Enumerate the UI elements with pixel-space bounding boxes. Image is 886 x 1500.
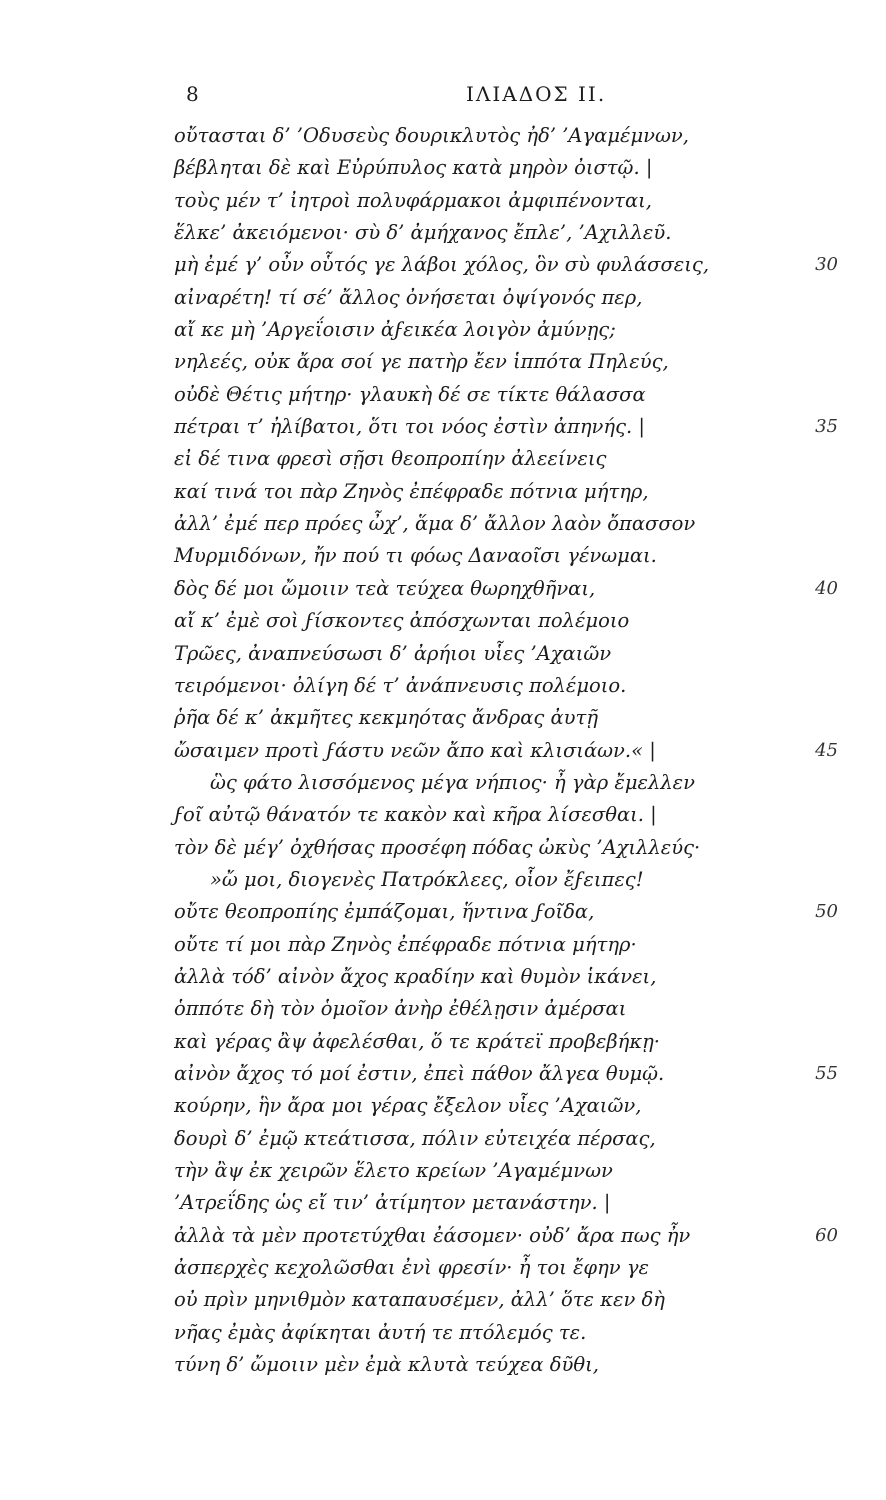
verse-row [0, 702, 886, 734]
verse-row [0, 929, 886, 961]
running-head: ΙΛΙΑΔΟΣ II. [466, 82, 607, 106]
verse-row [0, 508, 886, 540]
verse-row [0, 1317, 886, 1349]
verse-row [0, 1187, 886, 1219]
verse-line: αἴ κε μὴ ’Αργεΐοισιν ἀϝεικέα λοιγὸν ἀμύνῃς; [174, 318, 616, 342]
verse-row [0, 767, 886, 799]
verse-line: ἀλλὰ τὰ μὲν προτετύχθαι ἐάσομεν· οὐδ’ ἄρα πως ἦν [174, 1223, 691, 1247]
verse-line: οὐ πρὶν μηνιθμὸν καταπαυσέμεν, ἀλλ’ ὅτε κεν δὴ [174, 1288, 665, 1312]
verse-line: οὔτασται δ’ ’Οδυσεὺς δουρικλυτὸς ἠδ’ ’Αγαμέμνων, [174, 124, 689, 147]
verse-line: ἀσπερχὲς κεχολῶσθαι ἐνὶ φρεσίν· ἦ τοι ἔφην γε [174, 1256, 649, 1280]
verse-row [0, 670, 886, 702]
verse-row [0, 1123, 886, 1155]
verse-row [0, 638, 886, 670]
verse-line: καὶ γέρας ἂψ ἀφελέσθαι, ὅ τε κράτεϊ προβεβήκῃ· [174, 1029, 660, 1053]
verse-row [0, 282, 886, 314]
verse-row [0, 1155, 886, 1187]
verse-line: πέτραι τ’ ἠλίβατοι, ὅτι τοι νόος ἐστὶν ἀπηνής. | [174, 415, 645, 439]
verse-row [0, 379, 886, 411]
line-number: 35 [815, 416, 838, 438]
verse-line: τὸν δὲ μέγ’ ὀχθήσας προσέφη πόδας ὠκὺς ’Αχιλλεύς· [174, 835, 701, 859]
verse-block [0, 120, 886, 1381]
verse-line: »ὤ μοι, διογενὲς Πατρόκλεες, οἷον ἔϝειπες! [210, 867, 644, 891]
verse-line: αἴ κ’ ἐμὲ σοὶ ϝίσκοντες ἀπόσχωνται πολέμοιο [174, 609, 630, 633]
verse-row [0, 961, 886, 993]
verse-line: Μυρμιδόνων, ἤν πού τι φόως Δαναοῖσι γένωμαι. [174, 544, 657, 568]
verse-line: οὐδὲ Θέτις μήτηρ· γλαυκὴ δέ σε τίκτε θάλασσα [174, 382, 646, 406]
verse-line: ὁππότε δὴ τὸν ὁμοῖον ἀνὴρ ἐθέλῃσιν ἀμέρσαι [174, 997, 627, 1021]
line-number: 45 [815, 739, 838, 761]
verse-line: αἰναρέτη! τί σέ’ ἄλλος ὀνήσεται ὀψίγονός περ, [174, 285, 643, 309]
verse-row [0, 443, 886, 475]
verse-line: δὸς δέ μοι ὤμοιιν τεὰ τεύχεα θωρηχθῆναι, [174, 576, 596, 600]
page-number: 8 [186, 82, 199, 106]
verse-row [0, 217, 886, 249]
verse-line: δουρὶ δ’ ἐμῷ κτεάτισσα, πόλιν εὐτειχέα πέρσας, [174, 1126, 656, 1150]
verse-row [0, 346, 886, 378]
verse-line: οὔτε θεοπροπίης ἐμπάζομαι, ἥντινα ϝοῖδα, [174, 900, 595, 924]
verse-line: αἰνὸν ἄχος τό μοί ἐστιν, ἐπεὶ πάθον ἄλγεα θυμῷ. [174, 1061, 665, 1085]
verse-line: εἰ δέ τινα φρεσὶ σῇσι θεοπροπίην ἀλεείνεις [174, 447, 607, 471]
verse-line: τύνη δ’ ὤμοιιν μὲν ἐμὰ κλυτὰ τεύχεα δῦθι, [174, 1353, 599, 1377]
verse-row [0, 735, 886, 767]
verse-line: ἕλκε’ ἀκειόμενοι· σὺ δ’ ἀμήχανος ἔπλε’, ’Αχιλλεῦ. [174, 221, 672, 245]
verse-line: τὴν ἂψ ἐκ χειρῶν ἕλετο κρείων ’Αγαμέμνων [174, 1159, 613, 1182]
line-number: 60 [815, 1224, 838, 1246]
verse-line: νηλεές, οὐκ ἄρα σοί γε πατὴρ ἔεν ἱππότα Πηλεύς, [174, 350, 669, 374]
verse-row [0, 314, 886, 346]
verse-row [0, 832, 886, 864]
verse-line: τοὺς μέν τ’ ἰητροὶ πολυφάρμακοι ἀμφιπένονται, [174, 188, 652, 212]
verse-row [0, 152, 886, 184]
verse-row [0, 1090, 886, 1122]
line-number: 40 [815, 577, 838, 599]
verse-line: μὴ ἐμέ γ’ οὖν οὗτός γε λάβοι χόλος, ὃν σὺ φυλάσσεις, [174, 253, 710, 277]
verse-line: ὤσαιμεν προτὶ ϝάστυ νεῶν ἄπο καὶ κλισιάων.« | [174, 738, 656, 762]
line-number: 30 [815, 254, 838, 276]
page-header [0, 82, 886, 112]
verse-line: ὣς φάτο λισσόμενος μέγα νήπιος· ἦ γὰρ ἔμελλεν [210, 770, 696, 794]
line-number: 55 [815, 1062, 838, 1084]
verse-line: καί τινά τοι πὰρ Ζηνὸς ἐπέφραδε πότνια μήτηρ, [174, 479, 649, 503]
verse-row [0, 573, 886, 605]
verse-line: βέβληται δὲ καὶ Εὐρύπυλος κατὰ μηρὸν ὀιστῷ. | [174, 156, 653, 180]
verse-row [0, 605, 886, 637]
verse-line: ἀλλ’ ἐμέ περ πρόες ὦχ’, ἅμα δ’ ἄλλον λαὸν ὄπασσον [174, 512, 696, 536]
verse-row [0, 1252, 886, 1284]
verse-row [0, 896, 886, 928]
verse-row [0, 249, 886, 281]
verse-row [0, 540, 886, 572]
line-number: 50 [815, 901, 838, 923]
verse-line: τειρόμενοι· ὀλίγη δέ τ’ ἀνάπνευσις πολέμοιο. [174, 673, 627, 697]
verse-row [0, 1284, 886, 1316]
verse-row [0, 1026, 886, 1058]
verse-row [0, 120, 886, 152]
verse-line: ῥῆα δέ κ’ ἀκμῆτες κεκμηότας ἄνδρας ἀυτῇ [174, 706, 599, 730]
verse-row [0, 1220, 886, 1252]
verse-line: ϝοῖ αὐτῷ θάνατόν τε κακὸν καὶ κῆρα λίσεσθαι. | [174, 803, 657, 827]
verse-row [0, 864, 886, 896]
verse-line: Τρῶες, ἀναπνεύσωσι δ’ ἀρήιοι υἷες ’Αχαιῶν [174, 641, 612, 665]
verse-row [0, 1349, 886, 1381]
verse-row [0, 1058, 886, 1090]
verse-line: οὔτε τί μοι πὰρ Ζηνὸς ἐπέφραδε πότνια μήτηρ· [174, 932, 637, 956]
verse-row [0, 476, 886, 508]
verse-row [0, 799, 886, 831]
verse-line: ἀλλὰ τόδ’ αἰνὸν ἄχος κραδίην καὶ θυμὸν ἱκάνει, [174, 964, 657, 988]
verse-row [0, 993, 886, 1025]
verse-line: κούρην, ἣν ἄρα μοι γέρας ἔξελον υἷες ’Αχαιῶν, [174, 1094, 642, 1118]
verse-row [0, 185, 886, 217]
verse-line: νῆας ἐμὰς ἀφίκηται ἀυτή τε πτόλεμός τε. [174, 1320, 587, 1344]
verse-row [0, 411, 886, 443]
verse-line: ’Ατρεΐδης ὡς εἴ τιν’ ἀτίμητον μετανάστην. | [174, 1191, 611, 1215]
